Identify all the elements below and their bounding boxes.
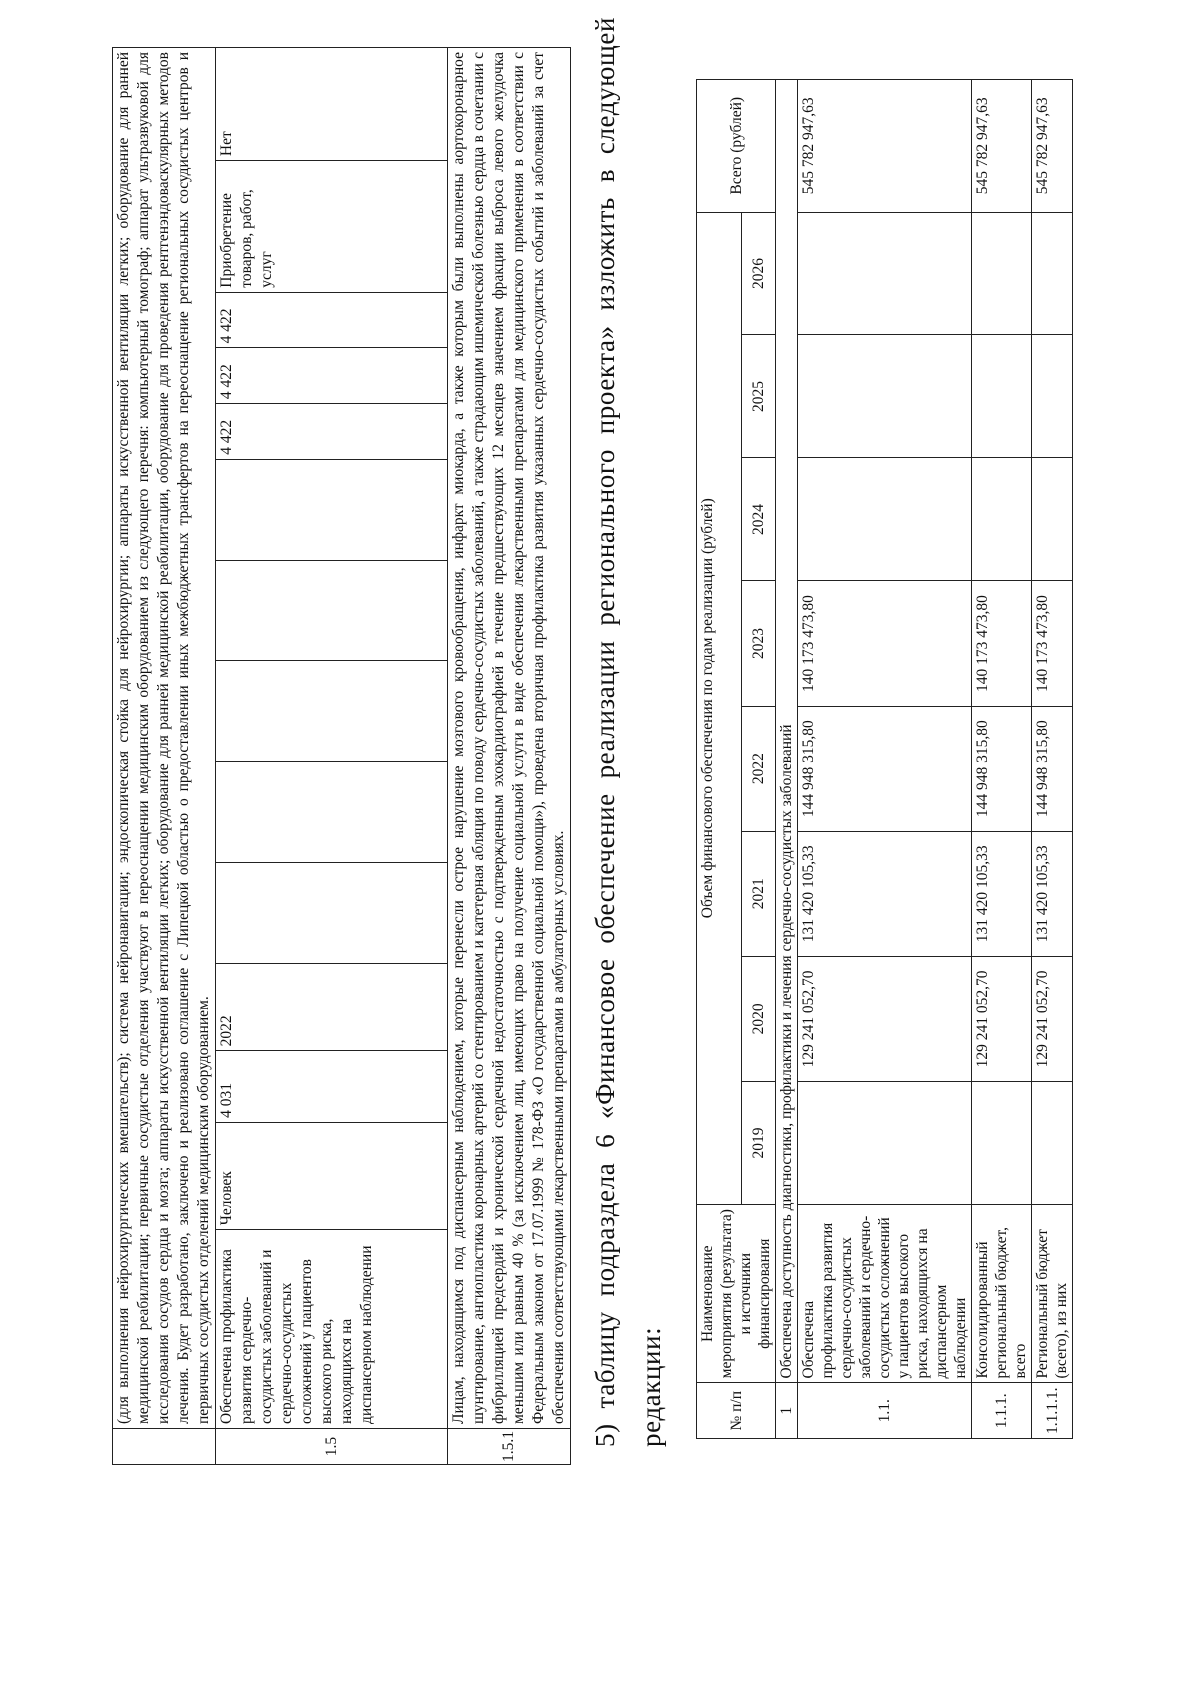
value-cell: 129 241 052,70 — [798, 956, 972, 1081]
row-name: Консолидированный региональный бюджет, всего — [972, 1204, 1032, 1383]
row-1-5-1 — [448, 48, 571, 1465]
value-cell: 140 173 473,80 — [798, 581, 972, 706]
value-cell: 140 173 473,80 — [972, 581, 1032, 706]
header-year: 2023 — [742, 581, 776, 706]
base-value-cell: 4 031 — [216, 1051, 448, 1123]
value-cell: 129 241 052,70 — [1032, 956, 1073, 1081]
continuation-row — [113, 48, 216, 1465]
row-number: 1.5 — [216, 1429, 448, 1465]
unit-cell: Человек — [216, 1122, 448, 1229]
value-2025-cell: 4 422 — [216, 348, 448, 404]
finance-row — [798, 80, 972, 1439]
amendment-paragraph: 5) таблицу подраздела 6 «Финансовое обеспечение реализации регионального проекта» изложить в следующей редакции: — [590, 17, 666, 1447]
value-cell — [1032, 335, 1073, 458]
type-cell: Приобретение товаров, работ, услуг — [216, 161, 448, 293]
value-cell: 131 420 105,33 — [798, 831, 972, 956]
header-year: 2020 — [742, 956, 776, 1081]
header-number: № п/п — [697, 1383, 776, 1439]
section-number: 1 — [776, 1383, 798, 1439]
total-cell: 545 782 947,63 — [1032, 80, 1073, 213]
header-year: 2022 — [742, 706, 776, 831]
value-cell — [1032, 212, 1073, 335]
finance-row — [972, 80, 1032, 1439]
value-cell: 144 948 315,80 — [972, 706, 1032, 831]
finance-table — [696, 79, 1073, 1439]
value-cell — [798, 1081, 972, 1204]
value-cell — [798, 335, 972, 458]
total-cell: 545 782 947,63 — [798, 80, 972, 213]
row-number: 1.5.1 — [448, 1429, 571, 1465]
value-2021-cell — [216, 661, 448, 762]
value-2019-cell — [216, 863, 448, 964]
header-name: Наименование мероприятия (результата) и источники финансирования — [697, 1204, 776, 1383]
header-total: Всего (рублей) — [697, 80, 776, 213]
measure-text: Лицам, находящимся под диспансерным наблюдением, которые перенесли острое нарушение мозгового кровообращения, инфаркт миокарда, а также которым были выполнены аортокоронарное шунтирование, ангиопластика коронарных артерий со стентированием и катетерная абляция по поводу сердечно-сосудистых заболеваний, а также страдающим ишемической болезнью сердца в сочетании с фибрилляцией предсердий и хронической сердечной недостаточностью с подтвержденным эхокардиографией в течение предшествующих 12 месяцев значением фракции выброса левого желудочка меньшим или равным 40 % (за исключением лиц, имеющих право на получение социальной услуги в виде обеспечения лекарственными препаратами для медицинского применения в соответствии с Федеральным законом от 17.07.1999 № 178-ФЗ «О государственной социальной помощи»), проведена вторичная профилактика развития указанных сердечно-сосудистых событий и заболеваний за счет обеспечения соответствующими лекарственными препаратами в амбулаторных условиях. — [448, 48, 571, 1429]
value-2022-cell — [216, 560, 448, 661]
header-year: 2021 — [742, 831, 776, 956]
value-cell: 144 948 315,80 — [1032, 706, 1073, 831]
header-year: 2025 — [742, 335, 776, 458]
plan-table — [112, 47, 571, 1465]
value-cell — [972, 458, 1032, 581]
header-year: 2026 — [742, 212, 776, 335]
value-cell — [972, 1081, 1032, 1204]
header-volume: Объем финансового обеспечения по годам реализации (рублей) — [697, 212, 742, 1204]
total-cell: 545 782 947,63 — [972, 80, 1032, 213]
continuation-number-cell — [113, 1429, 216, 1465]
row-name: Обеспечена профилактика развития сердечно-сосудистых заболеваний и сердечно-сосудистых осложнений у пациентов высокого риска, находящихся на диспансерном наблюдении — [798, 1204, 972, 1383]
finance-row — [1032, 80, 1073, 1439]
value-2023-cell — [216, 459, 448, 560]
result-name: Обеспечена профилактика развития сердечно-сосудистых заболеваний и сердечно-сосудистых осложнений у пациентов высокого риска, находящихся на диспансерном наблюдении — [216, 1230, 448, 1429]
row-name: Региональный бюджет (всего), из них — [1032, 1204, 1073, 1383]
value-cell: 144 948 315,80 — [798, 706, 972, 831]
row-number: 1.1.1.1. — [1032, 1383, 1073, 1439]
value-2026-cell: 4 422 — [216, 292, 448, 348]
value-2020-cell — [216, 762, 448, 863]
value-cell — [798, 212, 972, 335]
header-row-1 — [697, 80, 742, 1439]
value-2024-cell: 4 422 — [216, 404, 448, 460]
header-year: 2024 — [742, 458, 776, 581]
value-cell: 131 420 105,33 — [1032, 831, 1073, 956]
value-cell: 131 420 105,33 — [972, 831, 1032, 956]
section-row — [776, 80, 798, 1439]
row-number: 1.1. — [798, 1383, 972, 1439]
value-cell — [972, 335, 1032, 458]
continuation-text: (для выполнения нейрохирургических вмешательств); система нейронавигации; эндоскопическая стойка для нейрохирургии; аппараты искусственной вентиляции легких; оборудование для ранней медицинской реабилитации; первичные сосудистые отделения участвуют в переоснащении медицинским оборудованием из следующего перечня: компьютерный томограф; аппарат ультразвуковой для исследования сосудов сердца и мозга; аппараты искусственной вентиляции легких; оборудование для ранней медицинской реабилитации, оборудование для проведения рентгенэндоваскулярных методов лечения. Будет разработано, заключено и реализовано соглашение с Липецкой областью о предоставлении иных межбюджетных трансфертов на переоснащение региональных сосудистых центров и первичных сосудистых отделений медицинским оборудованием. — [113, 48, 216, 1429]
value-cell: 140 173 473,80 — [1032, 581, 1073, 706]
row-number: 1.1.1. — [972, 1383, 1032, 1439]
value-cell — [972, 212, 1032, 335]
value-cell: 129 241 052,70 — [972, 956, 1032, 1081]
section-title: Обеспечена доступность диагностики, профилактики и лечения сердечно-сосудистых заболеваний — [776, 80, 798, 1384]
flag-cell: Нет — [216, 48, 448, 161]
header-year: 2019 — [742, 1081, 776, 1204]
value-cell — [1032, 458, 1073, 581]
value-cell — [1032, 1081, 1073, 1204]
value-cell — [798, 458, 972, 581]
base-year-cell: 2022 — [216, 963, 448, 1050]
row-1-5 — [216, 48, 448, 1465]
